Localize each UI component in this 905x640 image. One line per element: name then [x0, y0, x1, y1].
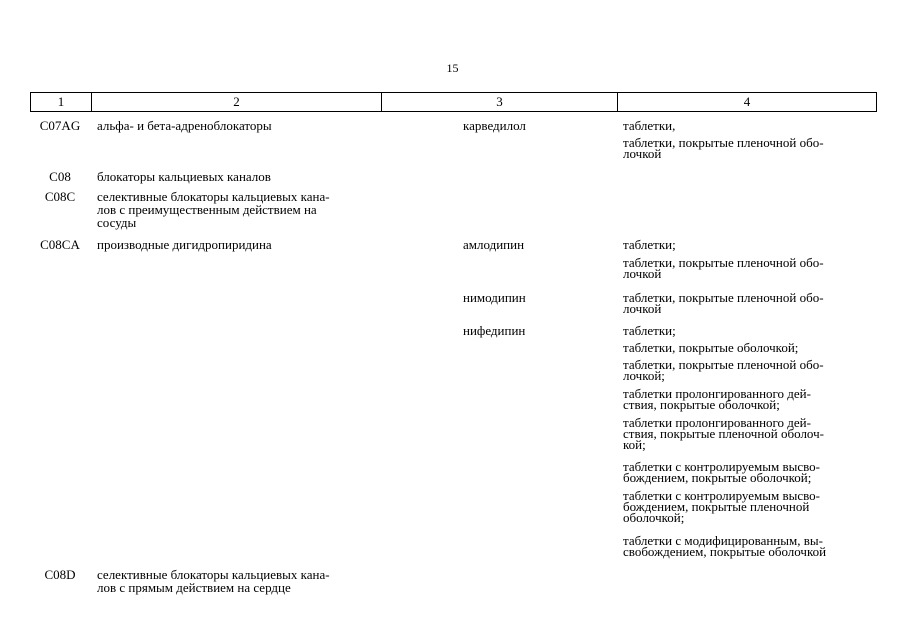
dosage-form: таблетки с контролируемым высво- — [623, 459, 820, 474]
dosage-form: таблетки, покрытые пленочной обо- — [623, 135, 824, 150]
group-name: блокаторы кальциевых каналов — [97, 169, 271, 184]
group-name: производные дигидропиридина — [97, 237, 272, 252]
dosage-form: лочкой — [623, 146, 662, 161]
dosage-form: бождением, покрытые пленочной — [623, 499, 810, 514]
header-col-2: 2 — [92, 93, 382, 111]
dosage-form: лочкой — [623, 266, 662, 281]
dosage-form: таблетки пролонгированного дей- — [623, 415, 811, 430]
dosage-form: таблетки; — [623, 323, 676, 338]
drug-name: карведилол — [463, 118, 526, 133]
dosage-form: таблетки, покрытые пленочной обо- — [623, 255, 824, 270]
header-col-3: 3 — [382, 93, 618, 111]
table-header — [30, 92, 877, 112]
dosage-form: таблетки; — [623, 237, 676, 252]
group-name: лов с прямым действием на сердце — [97, 580, 291, 595]
dosage-form: ствия, покрытые пленочной оболоч- — [623, 426, 824, 441]
dosage-form: оболочкой; — [623, 510, 685, 525]
dosage-form: таблетки с модифицированным, вы- — [623, 533, 823, 548]
dosage-form: ствия, покрытые оболочкой; — [623, 397, 780, 412]
atc-code: C08 — [49, 169, 71, 184]
dosage-form: бождением, покрытые оболочкой; — [623, 470, 812, 485]
group-name: селективные блокаторы кальциевых кана- — [97, 567, 330, 582]
atc-code: C07AG — [39, 118, 81, 133]
drug-name: нимодипин — [463, 290, 526, 305]
dosage-form: таблетки, покрытые пленочной обо- — [623, 290, 824, 305]
header-col-4: 4 — [743, 94, 751, 109]
dosage-form: таблетки с контролируемым высво- — [623, 488, 820, 503]
atc-code: C08D — [44, 567, 76, 582]
atc-code: C08C — [44, 189, 76, 204]
drug-name: нифедипин — [463, 323, 526, 338]
page-number: 15 — [446, 61, 459, 75]
group-name: селективные блокаторы кальциевых кана- — [97, 189, 330, 204]
header-col-1: 1 — [31, 93, 92, 111]
dosage-form: свобождением, покрытые оболочкой — [623, 544, 827, 559]
dosage-form: таблетки, покрытые оболочкой; — [623, 340, 799, 355]
group-name: лов с преимущественным действием на — [97, 202, 317, 217]
drug-name: амлодипин — [463, 237, 525, 252]
group-name: альфа- и бета-адреноблокаторы — [97, 118, 272, 133]
dosage-form: таблетки пролонгированного дей- — [623, 386, 811, 401]
dosage-form: таблетки, — [623, 118, 676, 133]
atc-code: C08CA — [40, 237, 80, 252]
dosage-form: лочкой; — [623, 368, 665, 383]
dosage-form: лочкой — [623, 301, 662, 316]
group-name: сосуды — [97, 215, 137, 230]
dosage-form: кой; — [623, 437, 646, 452]
dosage-form: таблетки, покрытые пленочной обо- — [623, 357, 824, 372]
